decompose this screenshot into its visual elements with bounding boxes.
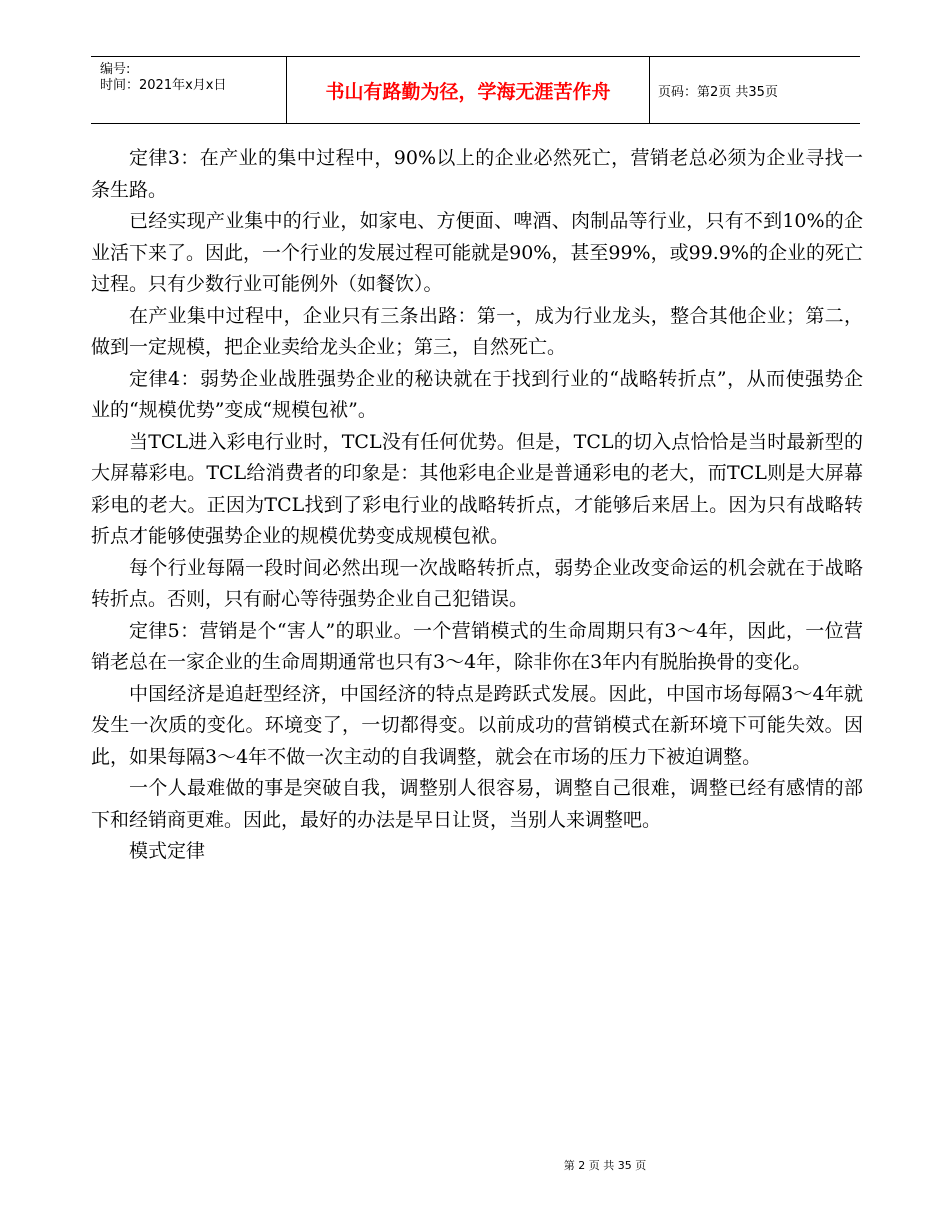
paragraph: 在产业集中过程中，企业只有三条出路：第一，成为行业龙头，整合其他企业；第二，做到一定规模，把企业卖给龙头企业；第三，自然死亡。 [91,304,863,358]
paragraph: 每个行业每隔一段时间必然出现一次战略转折点，弱势企业改变命运的机会就在于战略转折点。否则，只有耐心等待强势企业自己犯错误。 [91,556,863,610]
paragraph: 定律5：营销是个“害人”的职业。一个营销模式的生命周期只有3～4年，因此，一位营销老总在一家企业的生命周期通常也只有3～4年，除非你在3年内有脱胎换骨的变化。 [91,619,863,673]
paragraph: 已经实现产业集中的行业，如家电、方便面、啤酒、肉制品等行业，只有不到10%的企业活下来了。因此，一个行业的发展过程可能就是90%，甚至99%，或99.9%的企业的死亡过程。只有少数行业可能例外（如餐饮）。 [91,210,863,295]
paragraph: 一个人最难做的事是突破自我，调整别人很容易，调整自己很难，调整已经有感情的部下和经销商更难。因此，最好的办法是早日让贤，当别人来调整吧。 [91,777,863,831]
header-divider-right [649,57,650,123]
header-meta [100,62,226,94]
page-header [91,56,860,124]
section-heading: 模式定律 [129,840,206,862]
document-body [91,143,863,868]
page-footer: 第 2 页 共 35 页 [563,1159,647,1172]
paragraph: 中国经济是追赶型经济，中国经济的特点是跨跃式发展。因此，中国市场每隔3～4年就发生一次质的变化。环境变了，一切都得变。以前成功的营销模式在新环境下可能失效。因此，如果每隔3～4年不做一次主动的自我调整，就会在市场的压力下被迫调整。 [91,682,863,768]
time-label: 时间：2021年x月x日 [100,78,227,93]
number-label: 编号: [100,62,131,77]
paragraph: 定律4：弱势企业战胜强势企业的秘诀就在于找到行业的“战略转折点”，从而使强势企业的“规模优势”变成“规模包袱”。 [91,367,863,421]
header-page-info: 页码：第2页 共35页 [658,84,778,100]
paragraph: 定律3：在产业的集中过程中，90%以上的企业必然死亡，营销老总必须为企业寻找一条生路。 [91,147,863,201]
header-motto: 书山有路勤为径，学海无涯苦作舟 [325,80,611,103]
paragraph: 当TCL进入彩电行业时，TCL没有任何优势。但是，TCL的切入点恰恰是当时最新型的大屏幕彩电。TCL给消费者的印象是：其他彩电企业是普通彩电的老大，而TCL则是大屏幕彩电的老大。正因为TCL找到了彩电行业的战略转折点，才能够后来居上。因为只有战略转折点才能够使强势企业的规模优势变成规模包袱。 [91,430,863,547]
